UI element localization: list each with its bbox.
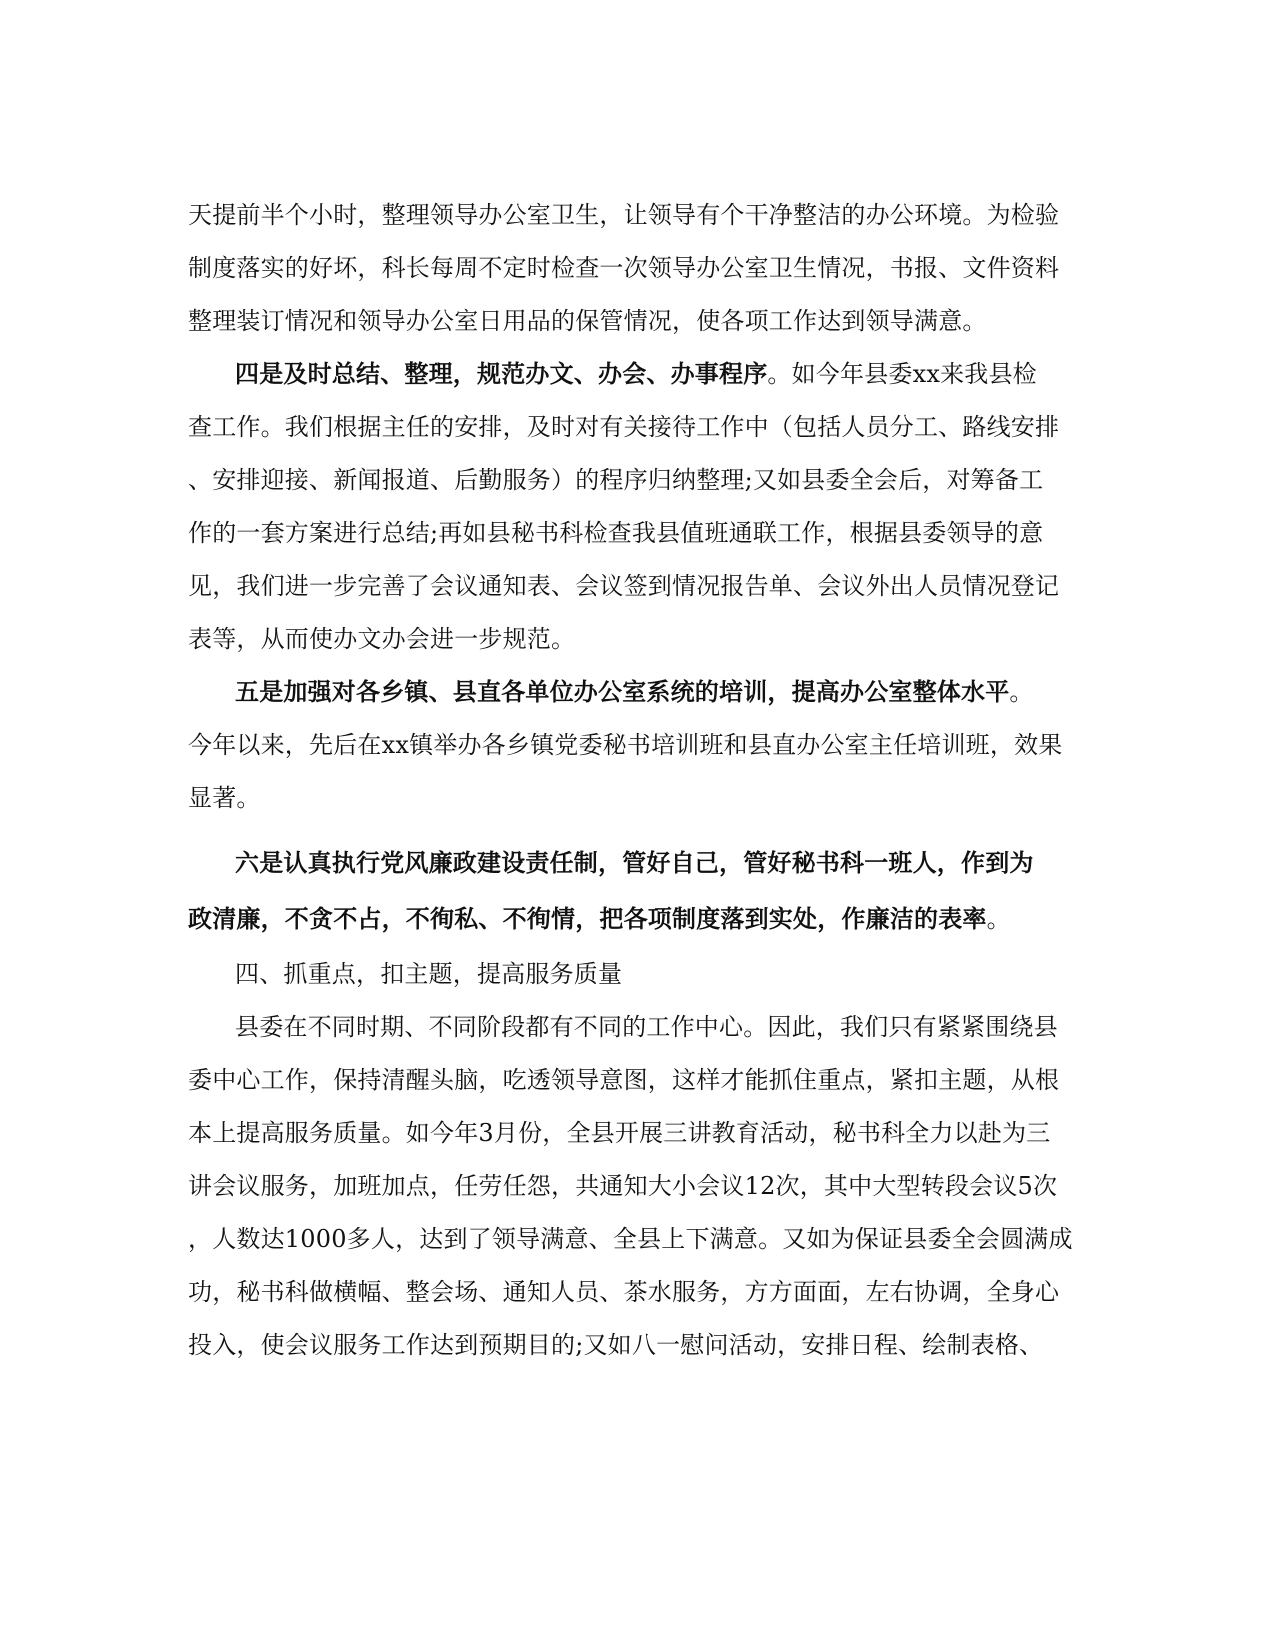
- line-22: [188, 1328, 1088, 1362]
- text: 制度落实的好坏，科长每周不定时检查一次领导办公室卫生情况，书报、文件资料: [188, 254, 1060, 282]
- text: 整理装订情况和领导办公室日用品的保管情况，使各项工作达到领导满意。: [188, 307, 987, 335]
- line-8: [188, 569, 1088, 603]
- line-20: [188, 1222, 1088, 1256]
- line-19: [188, 1169, 1088, 1203]
- text: 作的一套方案进行总结;再如县秘书科检查我县值班通联工作，根据县委领导的意: [188, 519, 1044, 547]
- line-14: [188, 902, 1088, 936]
- line-3: [188, 304, 1088, 338]
- section-heading: 四、抓重点，扣主题，提高服务质量: [235, 960, 623, 988]
- text: ，人数达1000多人，达到了领导满意、全县上下满意。又如为保证县委全会圆满成: [188, 1225, 1073, 1253]
- line-10: [235, 675, 1088, 709]
- text: 。: [1009, 678, 1034, 706]
- line-7: [188, 516, 1088, 550]
- line-9: [188, 622, 1088, 656]
- text: 、安排迎接、新闻报道、后勤服务）的程序归纳整理;又如县委全会后，对筹备工: [188, 466, 1044, 494]
- text: 功，秘书科做横幅、整会场、通知人员、茶水服务，方方面面，左右协调，全身心: [188, 1278, 1060, 1306]
- text: 。: [986, 905, 1011, 933]
- text: 显著。: [188, 784, 261, 812]
- line-4: [235, 357, 1088, 391]
- line-18: [188, 1116, 1088, 1150]
- text: 。如今年县委xx来我县检: [767, 360, 1037, 388]
- text: 投入，使会议服务工作达到预期目的;又如八一慰问活动，安排日程、绘制表格、: [188, 1331, 1044, 1359]
- line-5: [188, 410, 1088, 444]
- heading-6: 六是认真执行党风廉政建设责任制，管好自己，管好秘书科一班人，作到为: [235, 848, 1034, 877]
- heading-5: 五是加强对各乡镇、县直各单位办公室系统的培训，提高办公室整体水平: [235, 677, 1010, 706]
- text: 县委在不同时期、不同阶段都有不同的工作中心。因此，我们只有紧紧围绕县: [235, 1013, 1058, 1041]
- text: 委中心工作，保持清醒头脑，吃透领导意图，这样才能抓住重点，紧扣主题，从根: [188, 1066, 1060, 1094]
- line-11: [188, 728, 1088, 762]
- text: 本上提高服务质量。如今年3月份，全县开展三讲教育活动，秘书科全力以赴为三: [188, 1119, 1051, 1147]
- line-12: [188, 781, 1088, 815]
- text: 天提前半个小时，整理领导办公室卫生，让领导有个干净整洁的办公环境。为检验: [188, 201, 1060, 229]
- text: 讲会议服务，加班加点，任劳任怨，共通知大小会议12次，其中大型转段会议5次: [188, 1172, 1058, 1200]
- line-17: [188, 1063, 1088, 1097]
- text: 今年以来，先后在xx镇举办各乡镇党委秘书培训班和县直办公室主任培训班，效果: [188, 731, 1063, 759]
- text: 见，我们进一步完善了会议通知表、会议签到情况报告单、会议外出人员情况登记: [188, 572, 1060, 600]
- line-2: [188, 251, 1088, 285]
- line-21: [188, 1275, 1088, 1309]
- line-16: [235, 1010, 1088, 1044]
- line-13: [235, 846, 1088, 880]
- line-15: [235, 957, 1088, 991]
- text: 查工作。我们根据主任的安排，及时对有关接待工作中（包括人员分工、路线安排: [188, 413, 1060, 441]
- text: 表等，从而使办文办会进一步规范。: [188, 625, 576, 653]
- heading-4: 四是及时总结、整理，规范办文、办会、办事程序: [235, 359, 768, 388]
- line-6: [188, 463, 1088, 497]
- heading-6-cont: 政清廉，不贪不占，不徇私、不徇情，把各项制度落到实处，作廉洁的表率: [188, 904, 987, 933]
- line-1: [188, 198, 1088, 232]
